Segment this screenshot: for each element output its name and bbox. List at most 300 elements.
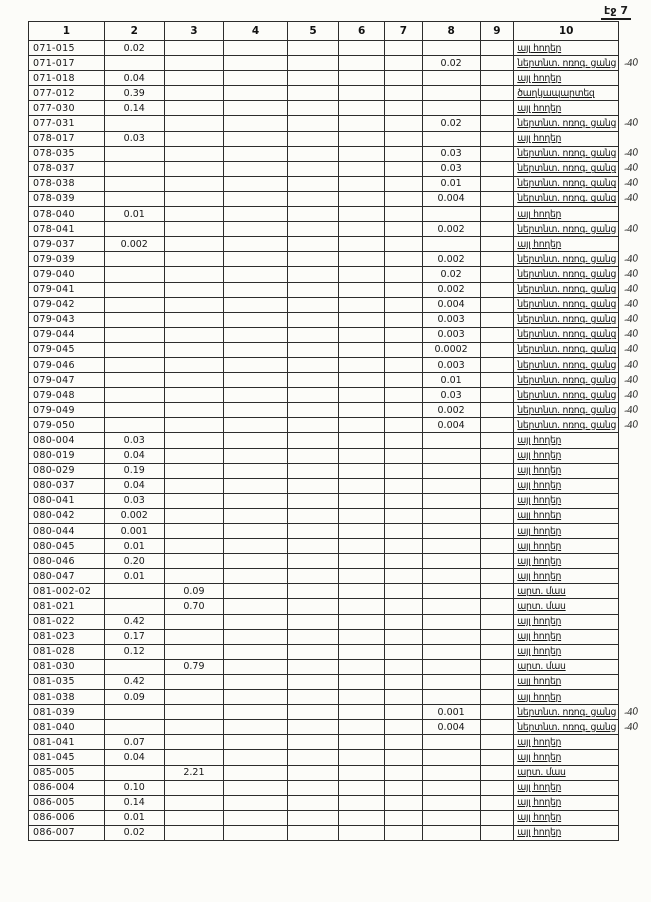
area-value-cell bbox=[480, 41, 514, 56]
area-value-cell bbox=[339, 418, 385, 433]
area-value-cell bbox=[384, 508, 422, 523]
area-value-cell bbox=[224, 644, 287, 659]
parcel-code: 080-042 bbox=[29, 508, 105, 523]
handwritten-margin-note bbox=[619, 825, 651, 840]
area-value-cell bbox=[480, 690, 514, 705]
area-value-cell: 0.002 bbox=[422, 222, 480, 237]
area-value-cell bbox=[287, 86, 339, 101]
area-value-cell bbox=[422, 825, 480, 840]
area-value-cell bbox=[480, 629, 514, 644]
area-value-cell bbox=[287, 418, 339, 433]
area-value-cell bbox=[339, 176, 385, 191]
area-value-cell bbox=[384, 191, 422, 206]
area-value-cell bbox=[104, 659, 164, 674]
parcel-code: 079-049 bbox=[29, 403, 105, 418]
land-type-label: այլ հողեր bbox=[514, 508, 619, 523]
area-value-cell: 0.04 bbox=[104, 71, 164, 86]
area-value-cell bbox=[422, 584, 480, 599]
area-value-cell bbox=[339, 750, 385, 765]
land-type-label: արտ. մաս bbox=[514, 765, 619, 780]
area-value-cell bbox=[224, 222, 287, 237]
area-value-cell bbox=[384, 86, 422, 101]
area-value-cell bbox=[224, 71, 287, 86]
table-row bbox=[29, 161, 651, 176]
area-value-cell: 0.09 bbox=[164, 584, 224, 599]
area-value-cell bbox=[339, 373, 385, 388]
parcel-code: 081-023 bbox=[29, 629, 105, 644]
area-value-cell bbox=[164, 524, 224, 539]
area-value-cell bbox=[384, 161, 422, 176]
handwritten-margin-note: -40 bbox=[623, 147, 639, 161]
area-value-cell bbox=[384, 463, 422, 478]
handwritten-margin-note: -40 bbox=[623, 313, 639, 327]
parcel-code: 077-031 bbox=[29, 116, 105, 131]
area-value-cell bbox=[384, 720, 422, 735]
area-value-cell: 0.02 bbox=[104, 41, 164, 56]
area-value-cell bbox=[287, 644, 339, 659]
area-value-cell bbox=[104, 720, 164, 735]
area-value-cell bbox=[224, 720, 287, 735]
area-value-cell: 0.12 bbox=[104, 644, 164, 659]
area-value-cell: 0.03 bbox=[104, 131, 164, 146]
area-value-cell bbox=[422, 735, 480, 750]
area-value-cell bbox=[339, 207, 385, 222]
table-row bbox=[29, 659, 651, 674]
area-value-cell bbox=[164, 720, 224, 735]
parcel-code: 080-047 bbox=[29, 569, 105, 584]
land-type-label: ներտնտ. ոռոգ. ցանց bbox=[514, 705, 619, 720]
land-type-label: ներտնտ. ոռոգ. ցանց bbox=[514, 327, 619, 342]
area-value-cell bbox=[164, 357, 224, 372]
area-value-cell bbox=[224, 433, 287, 448]
area-value-cell: 0.01 bbox=[104, 569, 164, 584]
area-value-cell bbox=[224, 176, 287, 191]
area-value-cell bbox=[339, 810, 385, 825]
area-value-cell bbox=[104, 373, 164, 388]
area-value-cell bbox=[164, 433, 224, 448]
handwritten-margin-note: -40 bbox=[623, 192, 639, 206]
column-header-4: 4 bbox=[224, 22, 287, 41]
area-value-cell bbox=[104, 116, 164, 131]
land-parcel-register-table bbox=[28, 21, 651, 841]
parcel-code: 079-043 bbox=[29, 312, 105, 327]
parcel-code: 081-028 bbox=[29, 644, 105, 659]
area-value-cell bbox=[422, 41, 480, 56]
handwritten-margin-note: -40 bbox=[623, 705, 639, 719]
area-value-cell bbox=[287, 493, 339, 508]
area-value-cell bbox=[104, 297, 164, 312]
table-row bbox=[29, 418, 651, 433]
area-value-cell bbox=[384, 388, 422, 403]
handwritten-margin-note bbox=[619, 584, 651, 599]
area-value-cell bbox=[384, 448, 422, 463]
handwritten-margin-note bbox=[619, 599, 651, 614]
area-value-cell bbox=[287, 825, 339, 840]
land-type-label: ներտնտ. ոռոգ. ցանց bbox=[514, 297, 619, 312]
land-type-label: այլ հողեր bbox=[514, 207, 619, 222]
land-type-label: այլ հողեր bbox=[514, 463, 619, 478]
table-row bbox=[29, 629, 651, 644]
area-value-cell bbox=[104, 327, 164, 342]
table-row bbox=[29, 373, 651, 388]
area-value-cell bbox=[287, 720, 339, 735]
area-value-cell: 0.04 bbox=[104, 750, 164, 765]
area-value-cell bbox=[384, 131, 422, 146]
land-type-label: ներտնտ. ոռոգ. ցանց bbox=[514, 418, 619, 433]
area-value-cell bbox=[339, 357, 385, 372]
area-value-cell bbox=[164, 705, 224, 720]
area-value-cell bbox=[164, 735, 224, 750]
area-value-cell bbox=[480, 191, 514, 206]
margin-spacer bbox=[619, 22, 651, 41]
table-row bbox=[29, 252, 651, 267]
handwritten-margin-note bbox=[619, 493, 651, 508]
table-row bbox=[29, 463, 651, 478]
area-value-cell bbox=[480, 765, 514, 780]
column-header-9: 9 bbox=[480, 22, 514, 41]
land-type-label: արտ. մաս bbox=[514, 659, 619, 674]
area-value-cell bbox=[480, 388, 514, 403]
area-value-cell bbox=[422, 690, 480, 705]
area-value-cell bbox=[384, 176, 422, 191]
area-value-cell bbox=[339, 116, 385, 131]
land-type-label: ներտնտ. ոռոգ. ցանց bbox=[514, 252, 619, 267]
area-value-cell bbox=[339, 629, 385, 644]
area-value-cell bbox=[480, 131, 514, 146]
area-value-cell bbox=[384, 267, 422, 282]
area-value-cell bbox=[164, 252, 224, 267]
area-value-cell bbox=[339, 463, 385, 478]
area-value-cell bbox=[164, 222, 224, 237]
table-row bbox=[29, 508, 651, 523]
handwritten-margin-note bbox=[619, 41, 651, 56]
area-value-cell: 0.01 bbox=[422, 373, 480, 388]
area-value-cell bbox=[164, 810, 224, 825]
area-value-cell bbox=[287, 478, 339, 493]
area-value-cell: 0.17 bbox=[104, 629, 164, 644]
area-value-cell bbox=[224, 539, 287, 554]
area-value-cell bbox=[164, 282, 224, 297]
land-type-label: արտ. մաս bbox=[514, 599, 619, 614]
area-value-cell bbox=[287, 131, 339, 146]
area-value-cell bbox=[339, 644, 385, 659]
area-value-cell bbox=[384, 56, 422, 71]
area-value-cell bbox=[287, 312, 339, 327]
area-value-cell bbox=[339, 508, 385, 523]
table-row bbox=[29, 312, 651, 327]
parcel-code: 086-006 bbox=[29, 810, 105, 825]
area-value-cell bbox=[164, 629, 224, 644]
handwritten-margin-note bbox=[619, 86, 651, 101]
table-row bbox=[29, 780, 651, 795]
area-value-cell: 0.39 bbox=[104, 86, 164, 101]
parcel-code: 077-012 bbox=[29, 86, 105, 101]
area-value-cell bbox=[164, 418, 224, 433]
area-value-cell bbox=[287, 599, 339, 614]
area-value-cell: 0.03 bbox=[104, 433, 164, 448]
area-value-cell bbox=[384, 524, 422, 539]
area-value-cell bbox=[164, 327, 224, 342]
area-value-cell: 0.001 bbox=[104, 524, 164, 539]
area-value-cell bbox=[339, 388, 385, 403]
area-value-cell bbox=[104, 176, 164, 191]
area-value-cell: 0.002 bbox=[422, 252, 480, 267]
area-value-cell bbox=[480, 312, 514, 327]
table-row bbox=[29, 735, 651, 750]
area-value-cell bbox=[480, 342, 514, 357]
parcel-code: 086-005 bbox=[29, 795, 105, 810]
handwritten-margin-note bbox=[619, 780, 651, 795]
table-row bbox=[29, 297, 651, 312]
area-value-cell bbox=[287, 327, 339, 342]
area-value-cell: 0.01 bbox=[104, 810, 164, 825]
area-value-cell: 0.002 bbox=[104, 508, 164, 523]
area-value-cell bbox=[384, 493, 422, 508]
area-value-cell bbox=[104, 252, 164, 267]
table-row bbox=[29, 569, 651, 584]
parcel-code: 078-035 bbox=[29, 146, 105, 161]
area-value-cell bbox=[104, 765, 164, 780]
area-value-cell bbox=[287, 252, 339, 267]
table-row bbox=[29, 267, 651, 282]
area-value-cell bbox=[480, 418, 514, 433]
handwritten-margin-note: -40 bbox=[623, 177, 639, 191]
area-value-cell bbox=[384, 765, 422, 780]
area-value-cell: 0.003 bbox=[422, 327, 480, 342]
area-value-cell: 0.79 bbox=[164, 659, 224, 674]
handwritten-margin-note bbox=[619, 101, 651, 116]
area-value-cell bbox=[422, 659, 480, 674]
area-value-cell bbox=[104, 403, 164, 418]
area-value-cell bbox=[287, 448, 339, 463]
area-value-cell bbox=[287, 524, 339, 539]
area-value-cell bbox=[339, 674, 385, 689]
area-value-cell bbox=[384, 146, 422, 161]
area-value-cell bbox=[104, 418, 164, 433]
area-value-cell bbox=[104, 599, 164, 614]
parcel-code: 080-019 bbox=[29, 448, 105, 463]
area-value-cell bbox=[384, 478, 422, 493]
area-value-cell: 0.004 bbox=[422, 191, 480, 206]
area-value-cell: 0.03 bbox=[104, 493, 164, 508]
area-value-cell bbox=[384, 252, 422, 267]
area-value-cell bbox=[480, 252, 514, 267]
area-value-cell bbox=[224, 795, 287, 810]
area-value-cell bbox=[164, 191, 224, 206]
land-type-label: ներտնտ. ոռոգ. ցանց bbox=[514, 146, 619, 161]
area-value-cell bbox=[104, 584, 164, 599]
area-value-cell bbox=[164, 101, 224, 116]
area-value-cell bbox=[480, 735, 514, 750]
column-header-6: 6 bbox=[339, 22, 385, 41]
area-value-cell bbox=[164, 448, 224, 463]
handwritten-margin-note bbox=[619, 659, 651, 674]
area-value-cell bbox=[480, 101, 514, 116]
area-value-cell bbox=[422, 554, 480, 569]
area-value-cell bbox=[287, 765, 339, 780]
handwritten-margin-note bbox=[619, 237, 651, 252]
parcel-code: 078-039 bbox=[29, 191, 105, 206]
area-value-cell bbox=[480, 599, 514, 614]
area-value-cell bbox=[224, 357, 287, 372]
area-value-cell bbox=[384, 810, 422, 825]
area-value-cell bbox=[480, 659, 514, 674]
land-type-label: այլ հողեր bbox=[514, 795, 619, 810]
area-value-cell bbox=[104, 342, 164, 357]
area-value-cell bbox=[224, 599, 287, 614]
area-value-cell bbox=[480, 282, 514, 297]
area-value-cell bbox=[480, 463, 514, 478]
page-number-label: էջ 7 bbox=[601, 4, 631, 20]
column-header-10: 10 bbox=[514, 22, 619, 41]
area-value-cell: 0.14 bbox=[104, 101, 164, 116]
land-type-label: ներտնտ. ոռոգ. ցանց bbox=[514, 56, 619, 71]
area-value-cell bbox=[287, 116, 339, 131]
area-value-cell bbox=[224, 705, 287, 720]
area-value-cell bbox=[339, 584, 385, 599]
area-value-cell bbox=[480, 146, 514, 161]
area-value-cell: 0.004 bbox=[422, 720, 480, 735]
handwritten-margin-note bbox=[619, 614, 651, 629]
land-type-label: այլ հողեր bbox=[514, 644, 619, 659]
area-value-cell: 0.10 bbox=[104, 780, 164, 795]
area-value-cell bbox=[164, 644, 224, 659]
area-value-cell bbox=[104, 161, 164, 176]
parcel-code: 081-040 bbox=[29, 720, 105, 735]
table-header-row bbox=[29, 22, 651, 41]
handwritten-margin-note: -40 bbox=[623, 222, 639, 236]
parcel-code: 079-040 bbox=[29, 267, 105, 282]
area-value-cell bbox=[164, 493, 224, 508]
area-value-cell bbox=[339, 735, 385, 750]
area-value-cell bbox=[224, 388, 287, 403]
area-value-cell: 0.07 bbox=[104, 735, 164, 750]
parcel-code: 081-039 bbox=[29, 705, 105, 720]
area-value-cell bbox=[480, 614, 514, 629]
parcel-code: 071-017 bbox=[29, 56, 105, 71]
table-row bbox=[29, 222, 651, 237]
table-row bbox=[29, 357, 651, 372]
area-value-cell: 0.0002 bbox=[422, 342, 480, 357]
handwritten-margin-note bbox=[619, 131, 651, 146]
area-value-cell bbox=[164, 146, 224, 161]
area-value-cell bbox=[287, 810, 339, 825]
area-value-cell bbox=[384, 674, 422, 689]
area-value-cell bbox=[422, 237, 480, 252]
area-value-cell bbox=[480, 539, 514, 554]
area-value-cell bbox=[422, 750, 480, 765]
land-type-label: այլ հողեր bbox=[514, 493, 619, 508]
area-value-cell bbox=[422, 478, 480, 493]
handwritten-margin-note bbox=[619, 569, 651, 584]
area-value-cell bbox=[480, 56, 514, 71]
area-value-cell bbox=[422, 614, 480, 629]
area-value-cell bbox=[384, 116, 422, 131]
area-value-cell bbox=[164, 614, 224, 629]
area-value-cell bbox=[384, 282, 422, 297]
table-row bbox=[29, 388, 651, 403]
area-value-cell bbox=[384, 207, 422, 222]
area-value-cell bbox=[480, 810, 514, 825]
table-row bbox=[29, 478, 651, 493]
column-header-2: 2 bbox=[104, 22, 164, 41]
area-value-cell: 0.002 bbox=[422, 282, 480, 297]
land-type-label: արտ. մաս bbox=[514, 584, 619, 599]
area-value-cell bbox=[224, 765, 287, 780]
table-row bbox=[29, 41, 651, 56]
area-value-cell bbox=[287, 161, 339, 176]
handwritten-margin-note: -40 bbox=[623, 253, 639, 266]
parcel-code: 080-044 bbox=[29, 524, 105, 539]
area-value-cell bbox=[164, 795, 224, 810]
handwritten-margin-note bbox=[619, 750, 651, 765]
area-value-cell bbox=[224, 674, 287, 689]
area-value-cell bbox=[287, 433, 339, 448]
area-value-cell bbox=[164, 403, 224, 418]
area-value-cell bbox=[339, 569, 385, 584]
parcel-code: 080-046 bbox=[29, 554, 105, 569]
area-value-cell bbox=[287, 569, 339, 584]
parcel-code: 077-030 bbox=[29, 101, 105, 116]
area-value-cell bbox=[339, 825, 385, 840]
area-value-cell bbox=[224, 508, 287, 523]
area-value-cell bbox=[384, 327, 422, 342]
area-value-cell bbox=[480, 176, 514, 191]
area-value-cell bbox=[164, 539, 224, 554]
parcel-code: 086-004 bbox=[29, 780, 105, 795]
land-type-label: այլ հողեր bbox=[514, 825, 619, 840]
area-value-cell bbox=[339, 101, 385, 116]
table-row bbox=[29, 690, 651, 705]
area-value-cell bbox=[224, 524, 287, 539]
column-header-1: 1 bbox=[29, 22, 105, 41]
handwritten-margin-note: -40 bbox=[623, 388, 639, 402]
land-type-label: ներտնտ. ոռոգ. ցանց bbox=[514, 720, 619, 735]
area-value-cell bbox=[480, 554, 514, 569]
area-value-cell bbox=[287, 388, 339, 403]
area-value-cell bbox=[422, 765, 480, 780]
table-row bbox=[29, 614, 651, 629]
parcel-code: 079-041 bbox=[29, 282, 105, 297]
area-value-cell bbox=[224, 267, 287, 282]
area-value-cell bbox=[422, 131, 480, 146]
area-value-cell bbox=[339, 614, 385, 629]
handwritten-margin-note bbox=[619, 765, 651, 780]
area-value-cell: 0.02 bbox=[422, 267, 480, 282]
area-value-cell: 0.01 bbox=[422, 176, 480, 191]
area-value-cell bbox=[287, 282, 339, 297]
table-row bbox=[29, 131, 651, 146]
area-value-cell bbox=[422, 207, 480, 222]
area-value-cell bbox=[384, 569, 422, 584]
area-value-cell bbox=[164, 207, 224, 222]
area-value-cell bbox=[480, 508, 514, 523]
table-row bbox=[29, 327, 651, 342]
area-value-cell bbox=[339, 41, 385, 56]
area-value-cell bbox=[384, 403, 422, 418]
area-value-cell bbox=[224, 780, 287, 795]
handwritten-margin-note: -40 bbox=[623, 419, 639, 432]
area-value-cell bbox=[384, 373, 422, 388]
area-value-cell bbox=[339, 780, 385, 795]
area-value-cell bbox=[339, 478, 385, 493]
area-value-cell bbox=[164, 388, 224, 403]
area-value-cell bbox=[224, 629, 287, 644]
parcel-code: 079-046 bbox=[29, 357, 105, 372]
area-value-cell bbox=[224, 56, 287, 71]
table-row bbox=[29, 191, 651, 206]
parcel-code: 078-017 bbox=[29, 131, 105, 146]
